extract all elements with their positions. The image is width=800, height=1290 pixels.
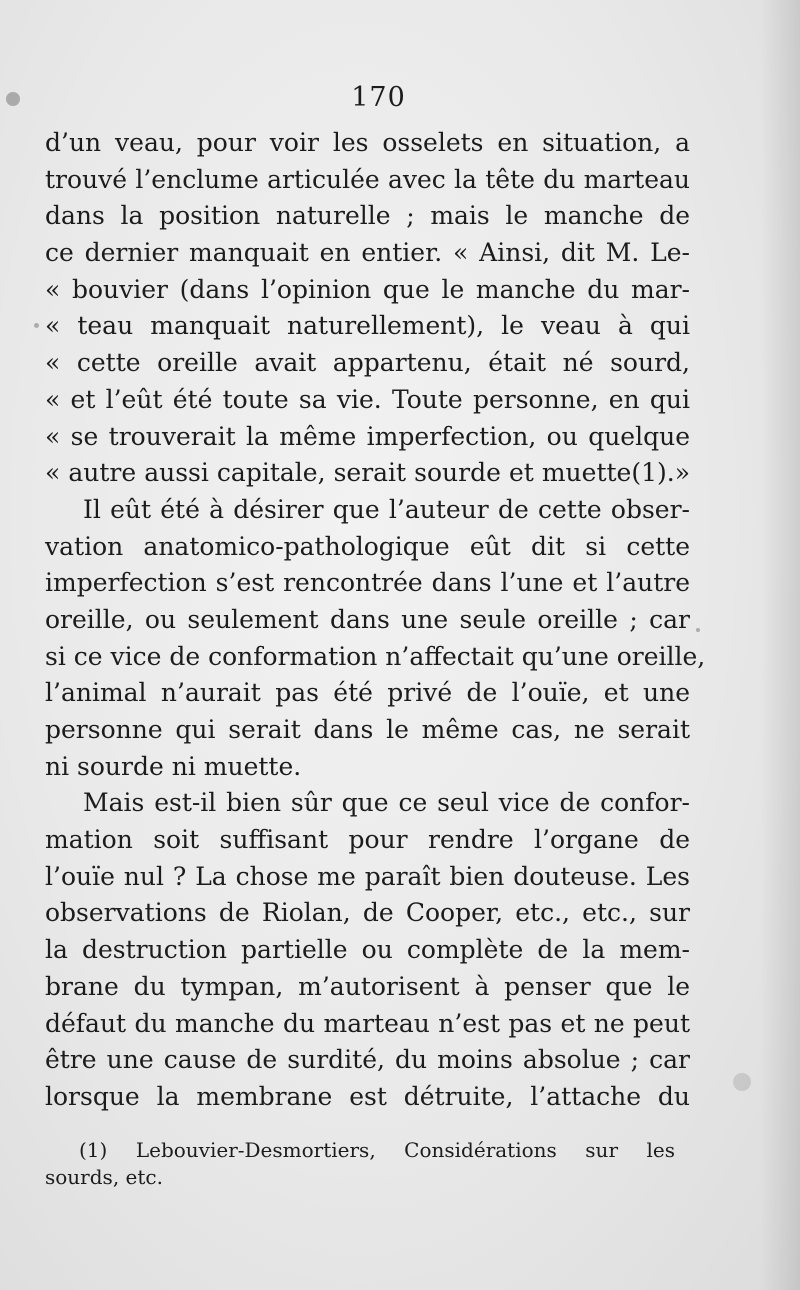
text-line: « se trouverait la même imperfection, ou quelque (45, 421, 690, 451)
text-line: la destruction partielle ou complète de la mem- (45, 935, 690, 965)
text-line: dans la position naturelle ; mais le manche de (45, 201, 690, 231)
paper-speck (34, 323, 39, 328)
text-line: oreille, ou seulement dans une seule oreille ; car (45, 604, 690, 634)
page-edge-shadow (760, 0, 800, 1290)
text-line: mation soit suffisant pour rendre l’organe de (45, 825, 690, 855)
text-line: être une cause de surdité, du moins absolue ; car (45, 1045, 690, 1075)
text-line: l’animal n’aurait pas été privé de l’ouïe, et une (45, 678, 690, 708)
text-line: « autre aussi capitale, serait sourde et muette(1).» (45, 458, 690, 488)
paper-speck (733, 1073, 751, 1091)
text-line: trouvé l’enclume articulée avec la tête du marteau (45, 164, 690, 194)
text-line: ce dernier manquait en entier. « Ainsi, dit M. Le- (45, 238, 690, 268)
text-line: défaut du manche du marteau n’est pas et ne peut (45, 1008, 690, 1038)
text-line: d’un veau, pour voir les osselets en situation, a (45, 128, 690, 157)
text-line: imperfection s’est rencontrée dans l’une et l’autre (45, 568, 690, 598)
text-line: « bouvier (dans l’opinion que le manche du mar- (45, 274, 690, 304)
text-line: lorsque la membrane est détruite, l’attache du (45, 1081, 690, 1111)
text-line: Mais est-il bien sûr que ce seul vice de confor- (83, 788, 690, 818)
paper-speck (696, 628, 700, 632)
text-line: si ce vice de conformation n’affectait qu’une oreille, (45, 641, 706, 671)
text-line: ni sourde ni muette. (45, 751, 302, 781)
text-line: Il eût été à désirer que l’auteur de cette obser- (83, 494, 690, 524)
text-line: observations de Riolan, de Cooper, etc., etc., sur (45, 898, 690, 928)
body-text (45, 125, 706, 1116)
footnote (45, 1137, 675, 1191)
text-line: l’ouïe nul ? La chose me paraît bien douteuse. Les (45, 861, 690, 891)
text-line: « teau manquait naturellement), le veau à qui (45, 311, 690, 341)
footnote-line: (1) Lebouvier-Desmortiers, Considérations sur les (79, 1138, 675, 1162)
text-line: « et l’eût été toute sa vie. Toute personne, en qui (45, 384, 690, 414)
page-number: 170 (351, 82, 406, 113)
footnote-line: sourds, etc. (45, 1165, 163, 1189)
text-line: brane du tympan, m’autorisent à penser que le (45, 971, 690, 1001)
text-line: « cette oreille avait appartenu, était né sourd, (45, 348, 690, 378)
text-line: vation anatomico-pathologique eût dit si cette (45, 531, 690, 561)
text-line: personne qui serait dans le même cas, ne serait (45, 715, 690, 744)
